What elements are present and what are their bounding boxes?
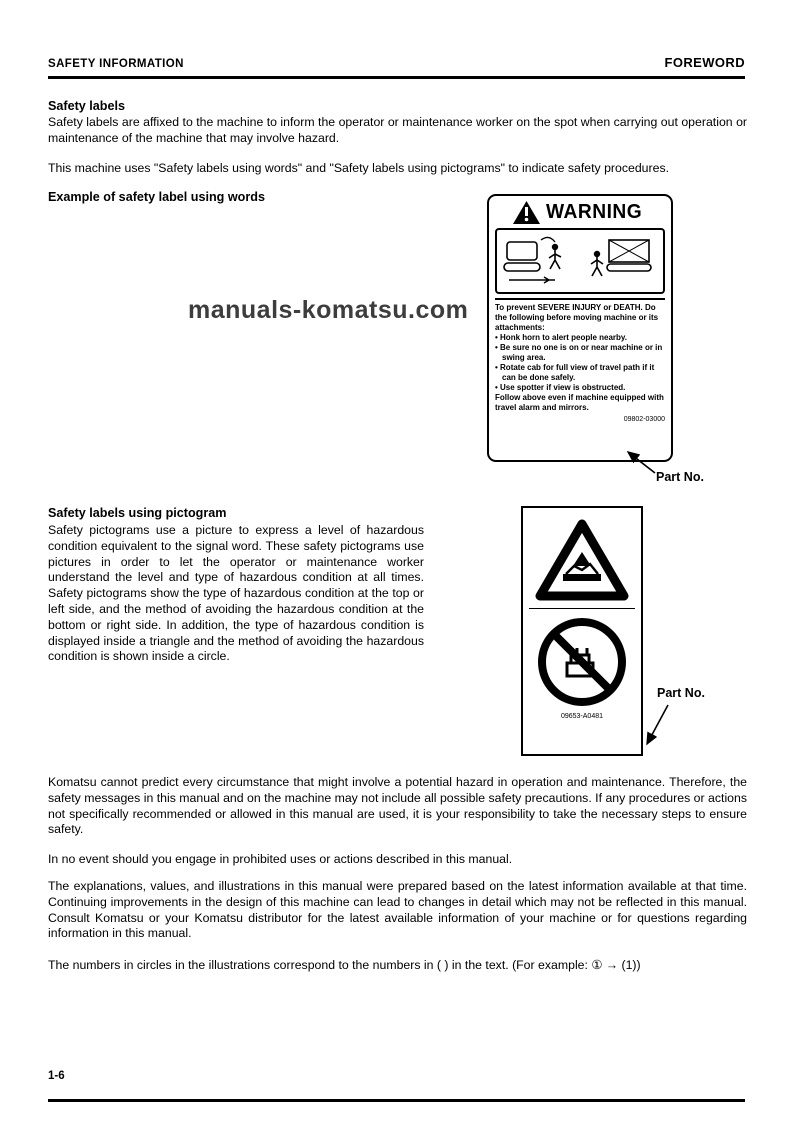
warning-instruction: • Honk horn to alert people nearby. — [495, 333, 665, 343]
warning-label-outro: Follow above even if machine equipped with travel alarm and mirrors. — [495, 393, 664, 412]
crush-hazard-triangle-pictogram — [533, 516, 631, 604]
safety-labels-paragraph-1: Safety labels are affixed to the machine to inform the operator or maintenance worker on the spot when carrying out operation or maintenance of the machine that may involve hazard. — [48, 115, 747, 145]
footer-rule — [48, 1099, 745, 1102]
warning-instruction: • Rotate cab for full view of travel path if it can be done safely. — [495, 363, 665, 383]
warning-label-divider — [495, 298, 665, 300]
warning-label-intro: To prevent SEVERE INJURY or DEATH. Do the following before moving machine or its attachments: — [495, 303, 659, 332]
header-section-title: SAFETY INFORMATION — [48, 58, 184, 70]
header-chapter-title: FOREWORD — [664, 55, 745, 70]
warning-label-instructions — [495, 333, 665, 393]
warning-label-title: WARNING — [546, 201, 643, 223]
warning-instruction: • Use spotter if view is obstructed. — [495, 383, 665, 393]
closing-paragraph-2: In no event should you engage in prohibited uses or actions described in this manual. — [48, 852, 513, 866]
safety-labels-heading: Safety labels — [48, 99, 126, 113]
pictogram-safety-label — [521, 506, 643, 756]
warning-label-header — [495, 201, 665, 224]
closing-paragraph-4: The numbers in circles in the illustrations correspond to the numbers in ( ) in the text. (For example: ① → (1)) — [48, 958, 641, 972]
watermark: manuals-komatsu.com — [188, 296, 469, 324]
warning-instruction: • Be sure no one is on or near machine or in swing area. — [495, 343, 665, 363]
header-rule — [48, 76, 745, 79]
part-no-callout-words: Part No. — [656, 470, 704, 484]
pictogram-heading: Safety labels using pictogram — [48, 506, 227, 520]
pictogram-label-divider — [529, 608, 635, 609]
part-no-callout-pictogram: Part No. — [657, 686, 705, 700]
machine-hazard-pictogram — [497, 230, 665, 290]
part-no-arrow-pictogram — [647, 705, 668, 744]
pictogram-body-text: Safety pictograms use a picture to express a level of hazardous condition equivalent to the signal word. These safety pictograms use pictures in order to let the operator or maintenance worker understand the level and type of hazardous condition at all times. Safety pictograms show the type of hazardous condition at the top or left side, and the method of avoiding the hazardous condition at the bottom or right side. In addition, the type of hazardous condition is displayed inside a triangle and the method of avoiding the hazardous condition is shown inside a circle. — [48, 523, 424, 664]
warning-triangle-icon — [513, 201, 540, 224]
closing-paragraph-3: The explanations, values, and illustrations in this manual were prepared based on the latest information available at that time. Continuing improvements in the design of this machine can lead to changes in detail which may not be reflected in this manual. Consult Komatsu or your Komatsu distributor for the latest available information of your machine or for questions regarding information in this manual. — [48, 879, 747, 941]
warning-label-pictogram-box — [495, 228, 665, 294]
prohibition-circle-pictogram — [533, 613, 631, 711]
warning-safety-label — [487, 194, 673, 462]
pictogram-label-part-number: 09653-A0481 — [560, 713, 604, 720]
closing-paragraph-1: Komatsu cannot predict every circumstance that might involve a potential hazard in operation and maintenance. Therefore, the safety messages in this manual and on the machine may not include all possible safety precautions. If any procedures or actions not specifically recommended or allowed in this manual are used, it is your responsibility to take the necessary steps to ensure safety. — [48, 775, 747, 837]
example-words-heading: Example of safety label using words — [48, 190, 265, 204]
page-number: 1-6 — [48, 1070, 65, 1082]
safety-labels-paragraph-2: This machine uses "Safety labels using words" and "Safety labels using pictograms" to indicate safety procedures. — [48, 161, 670, 175]
warning-label-part-number: 09802-03000 — [623, 416, 665, 423]
